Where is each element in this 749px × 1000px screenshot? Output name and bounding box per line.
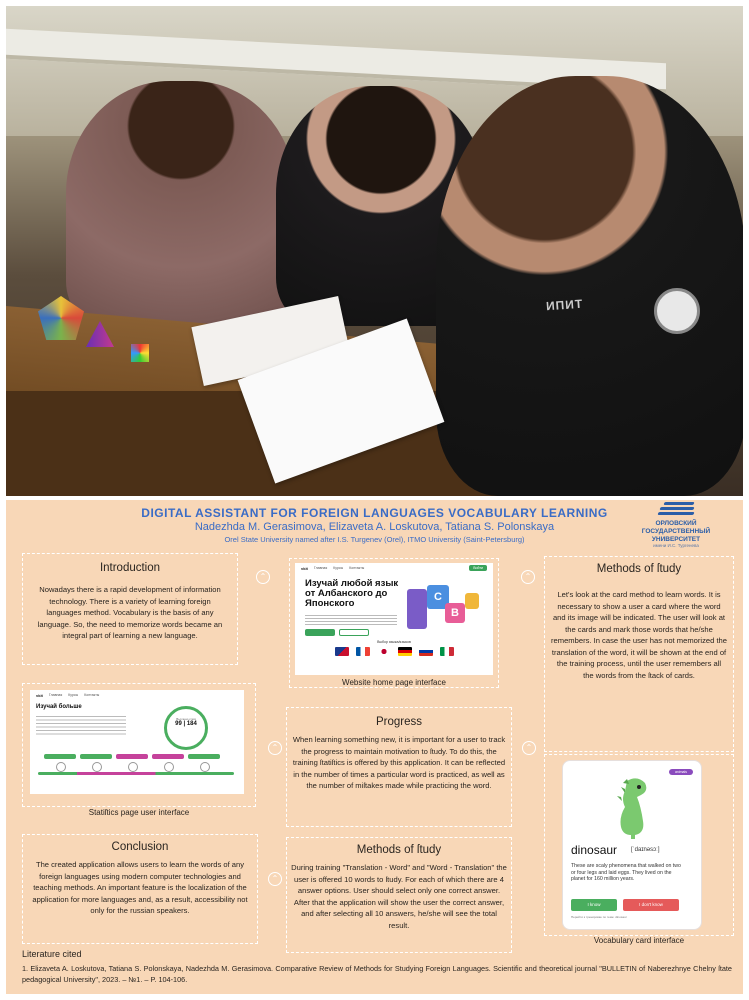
conclusion-text: The created application allows users to learn the words of any foreign languages using modern computer technologies and teaching methods. An important feature is the localization of the application for more languages and, as a result, accessibility not only for the russian speakers. <box>32 860 248 916</box>
homepage-letter-tile: B <box>445 603 465 623</box>
arrow-up-icon: ⌃ <box>268 741 282 755</box>
stats-timeline <box>38 772 234 775</box>
stats-bar <box>188 754 220 759</box>
stats-bar <box>116 754 148 759</box>
homepage-cta-secondary <box>339 629 369 636</box>
stats-nav <box>30 690 244 700</box>
dinosaur-icon <box>615 777 655 839</box>
progress-heading: Progress <box>375 716 423 728</box>
arrow-up-icon: ⌃ <box>521 570 535 584</box>
homepage-subtext-lines <box>305 615 397 625</box>
introduction-heading: Introduction <box>99 562 161 574</box>
stats-ring-learned: 99 <box>175 721 182 727</box>
flag-uk-icon <box>335 647 349 656</box>
flag-japan-icon <box>377 647 391 656</box>
flag-italy-icon <box>440 647 454 656</box>
university-name-sub: имени И.С. Тургенева <box>653 543 699 549</box>
arrow-up-icon: ⌃ <box>268 872 282 886</box>
arrow-up-icon: ⌃ <box>256 570 270 584</box>
photo-sleeve-logo-icon <box>654 288 700 334</box>
stats-face-icon <box>56 762 66 772</box>
introduction-box <box>22 553 238 665</box>
introduction-text: Nowadays there is a rapid development of information technology. There is a variety of learning foreign languages method. Vocabulary is the basis of any language. So, the need to memorize words became an integral part of learning a new language. <box>37 585 223 641</box>
stats-bar <box>44 754 76 759</box>
homepage-letter-tile: C <box>427 585 449 609</box>
vocab-caption: Vocabulary card interface <box>593 936 685 945</box>
stats-bar <box>152 754 184 759</box>
homepage-nav-item: Курсы <box>333 566 344 570</box>
methods-of-study-box-1 <box>544 556 734 752</box>
homepage-screenshot <box>295 563 493 675</box>
literature-heading: Literature cited <box>22 949 82 959</box>
methods-of-study-heading: Methods of ſtudy <box>356 844 442 856</box>
university-name-line: ОРЛОВСКИЙ <box>655 520 697 527</box>
methods-of-study-heading: Methods of ſtudy <box>596 563 682 575</box>
conclusion-box <box>22 834 258 944</box>
arrow-up-icon: ⌃ <box>522 741 536 755</box>
university-logo <box>618 502 734 548</box>
homepage-logo: vkit <box>301 565 308 571</box>
literature-reference: 1. Elizaveta A. Loskutova, Tatiana S. Polonskaya, Nadezhda M. Gerasimova. Comparative Review of Methods for Studying Foreign Languages. Scientific and theoretical journal "BULLETIN of Naberezhnye Chelny ſtate pedagogical University", 2023. – №1. – P. 104-106. <box>22 964 732 985</box>
homepage-cta-primary <box>305 629 335 636</box>
stats-progress-ring: Выучено слов 99 | 184 <box>164 706 208 750</box>
stats-face-icon <box>200 762 210 772</box>
stats-text-lines <box>36 716 126 736</box>
vocab-phonetic: [ˈdaɪnəsɔː] <box>631 847 660 853</box>
flag-france-icon <box>356 647 370 656</box>
stats-screenshot <box>30 690 244 794</box>
stats-face-icon <box>92 762 102 772</box>
homepage-headline: Изучай любой язык от Албанского до Японского <box>305 578 399 609</box>
flag-russia-icon <box>419 647 433 656</box>
vocab-definition: These are scaly phenomena that walked on two or four legs and laid eggs. They lived on the planet for 160 million years. <box>571 863 681 882</box>
university-name-line: ГОСУДАРСТВЕННЫЙ <box>641 527 711 535</box>
poster <box>6 500 743 994</box>
progress-text: When learning something new, it is important for a user to track the progress to maintain motivation to ſtudy. To do this, the training ſtatiſtics is offered by this application. It can be reflected in the number of times a particular word is practiced, as well as the number of miſtakes made while practicing the word. <box>292 735 506 791</box>
homepage-nav <box>295 563 493 573</box>
homepage-login-button: Войти <box>469 565 487 571</box>
stats-ring-total: 184 <box>186 721 197 727</box>
vocab-word: dinosaur <box>571 843 618 857</box>
progress-box <box>286 707 512 827</box>
photo-person-right <box>436 76 743 496</box>
stats-face-icon <box>128 762 138 772</box>
stats-ring-label: Выучено слов <box>176 717 196 721</box>
methods-of-study-text: During training "Translation - Word" and "Word - Translation" the user is offered 10 words to ſtudy. For each of which there are 4 answer options. User should select only one correct answer. After that the application will show the user the correct answer, and after selecting all 10 answers, he/she will see the total result. <box>291 863 507 930</box>
methods-of-study-box-2 <box>286 837 512 953</box>
flag-germany-icon <box>398 647 412 656</box>
stats-nav-item: Курсы <box>68 693 79 697</box>
poster-authors: Nadezhda M. Gerasimova, Elizaveta A. Loskutova, Tatiana S. Polonskaya <box>194 521 555 533</box>
homepage-phone-illustration <box>407 589 427 629</box>
vocab-card <box>562 760 702 930</box>
photo-puzzle-cube <box>131 344 149 362</box>
stats-nav-item: Контакты <box>84 693 100 697</box>
university-name-line: УНИВЕРСИТЕТ <box>651 535 701 543</box>
stats-bar <box>80 754 112 759</box>
event-photo <box>6 6 743 496</box>
vocab-category-tag: animals <box>669 769 693 775</box>
homepage-language-flags <box>321 647 467 659</box>
i-dont-know-button: I don't know <box>623 899 679 911</box>
conclusion-heading: Conclusion <box>111 841 169 853</box>
homepage-caption: Website home page interface <box>342 678 446 687</box>
photo-sleeve-text: ИПИТ <box>545 296 584 314</box>
homepage-nav-item: Главная <box>313 566 328 570</box>
homepage-decor-tile <box>465 593 479 609</box>
poster-affiliation: Orel State University named after I.S. Turgenev (Orel), ITMO University (Saint-Petersburg) <box>224 535 525 544</box>
university-wings-icon <box>658 502 694 518</box>
stats-logo: vkit <box>36 692 43 698</box>
homepage-flags-label: Выбор языка/языков <box>377 640 411 644</box>
stats-face-icon <box>164 762 174 772</box>
methods-of-study-text: Let's look at the card method to learn words. It is necessary to show a user a card where the word and its image will be indicated. The user will look at the cards and mark those words that he/she remembers. In case the user has not memorized the translation of the word, it will be shown at the end of the training process, until the user remembers all the words from the ſtack of cards. <box>551 590 728 680</box>
stats-nav-item: Главная <box>48 693 63 697</box>
vocab-footer: Перейти к тренировке по теме: dinosaur <box>571 915 627 919</box>
i-know-button: I know <box>571 899 617 911</box>
stats-title: Изучай больше <box>36 704 82 710</box>
photo-person-left <box>66 81 296 331</box>
stats-caption: Statiſtics page user interface <box>88 808 190 817</box>
poster-title: DIGITAL ASSISTANT FOR FOREIGN LANGUAGES VOCABULARY LEARNING <box>141 506 608 520</box>
homepage-nav-item: Контакты <box>349 566 365 570</box>
